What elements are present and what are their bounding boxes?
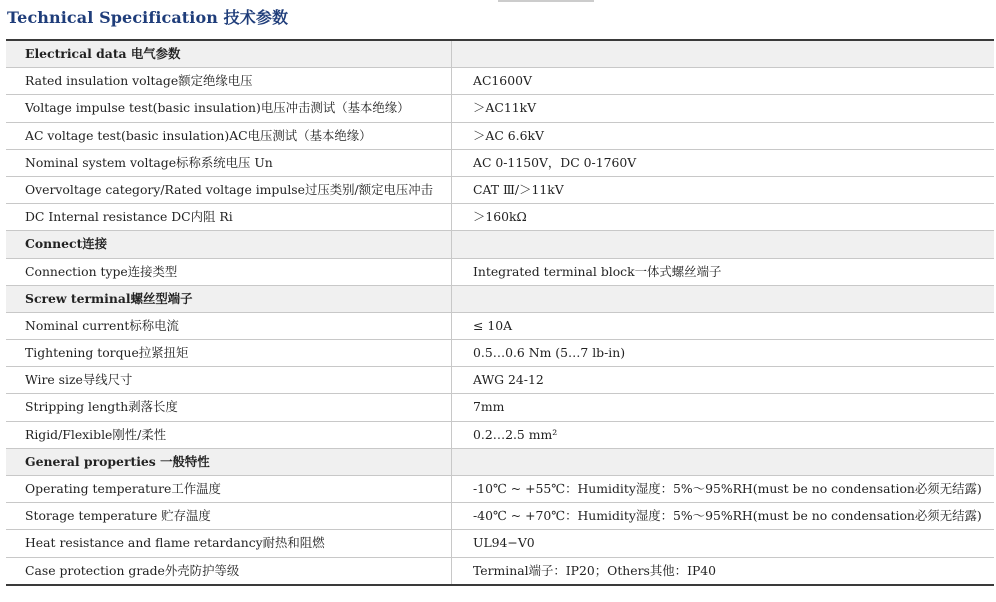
spec-label: DC Internal resistance DC内阻 Ri [6,204,452,230]
table-row [6,204,994,231]
table-row [6,503,994,530]
spec-value: AC 0-1150V，DC 0-1760V [473,154,637,170]
spec-label: Storage temperature 贮存温度 [6,503,452,529]
table-row [6,150,994,177]
section-header-row [6,231,994,258]
spec-value: 0.5…0.6 Nm (5…7 lb-in) [473,345,626,361]
table-row [6,558,994,586]
table-row [6,177,994,204]
spec-label: Voltage impulse test(basic insulation)电压冲击测试（基本绝缘） [6,95,452,121]
spec-value: ＞AC11kV [473,100,537,116]
spec-value: ≤ 10A [473,317,513,333]
table-row [6,313,994,340]
spec-label: Nominal system voltage标称系统电压 Un [6,150,452,176]
spec-label: Stripping length剥落长度 [6,394,452,420]
spec-label: Overvoltage category/Rated voltage impulse过压类别/额定电压冲击 [6,177,452,203]
spec-value: -10℃ ~ +55℃：Humidity湿度：5%～95%RH(must be no condensation必须无结露) [473,481,982,496]
spec-table [6,39,994,586]
spec-value: Terminal端子：IP20；Others其他：IP40 [473,562,717,578]
spec-value: -40℃ ~ +70℃：Humidity湿度：5%～95%RH(must be no condensation必须无结露) [473,508,982,524]
spec-value: ＞AC 6.6kV [473,127,544,143]
table-row [6,123,994,150]
spec-value: AC1600V [473,73,532,89]
spec-value: AWG 24-12 [473,372,544,388]
spec-value: Integrated terminal block一体式螺丝端子 [473,263,722,279]
section-empty-cell [452,449,994,475]
section-empty-cell [452,231,994,257]
section-title: Connect连接 [6,231,452,257]
spec-value: CAT Ⅲ/＞11kV [473,181,564,197]
spec-value: UL94−V0 [473,535,535,551]
spec-label: Rigid/Flexible刚性/柔性 [6,422,452,448]
section-empty-cell [452,286,994,312]
section-header-row [6,41,994,68]
table-row [6,422,994,449]
spec-label: Tightening torque拉紧扭矩 [6,340,452,366]
table-row [6,530,994,557]
spec-label: Operating temperature工作温度 [6,476,452,502]
spec-value: 7mm [473,399,505,415]
spec-value: 0.2…2.5 mm² [473,426,558,442]
spec-label: AC voltage test(basic insulation)AC电压测试（基本绝缘） [6,123,452,149]
spec-label: Heat resistance and flame retardancy耐热和阻燃 [6,530,452,556]
section-header-row [6,286,994,313]
section-title: General properties 一般特性 [6,449,452,475]
top-cut-off-text [498,0,594,2]
table-row [6,259,994,286]
table-row [6,367,994,394]
table-row [6,68,994,95]
spec-label: Rated insulation voltage额定绝缘电压 [6,68,452,94]
table-row [6,340,994,367]
table-row [6,394,994,421]
table-row [6,95,994,122]
spec-label: Wire size导线尺寸 [6,367,452,393]
section-header-row [6,449,994,476]
spec-label: Nominal current标称电流 [6,313,452,339]
section-title: Screw terminal螺丝型端子 [6,286,452,312]
section-empty-cell [452,41,994,67]
section-title: Electrical data 电气参数 [6,41,452,67]
spec-label: Connection type连接类型 [6,259,452,285]
spec-label: Case protection grade外壳防护等级 [6,558,452,584]
page-title: Technical Specification 技术参数 [7,8,289,27]
spec-value: ＞160kΩ [473,209,527,225]
table-row [6,476,994,503]
